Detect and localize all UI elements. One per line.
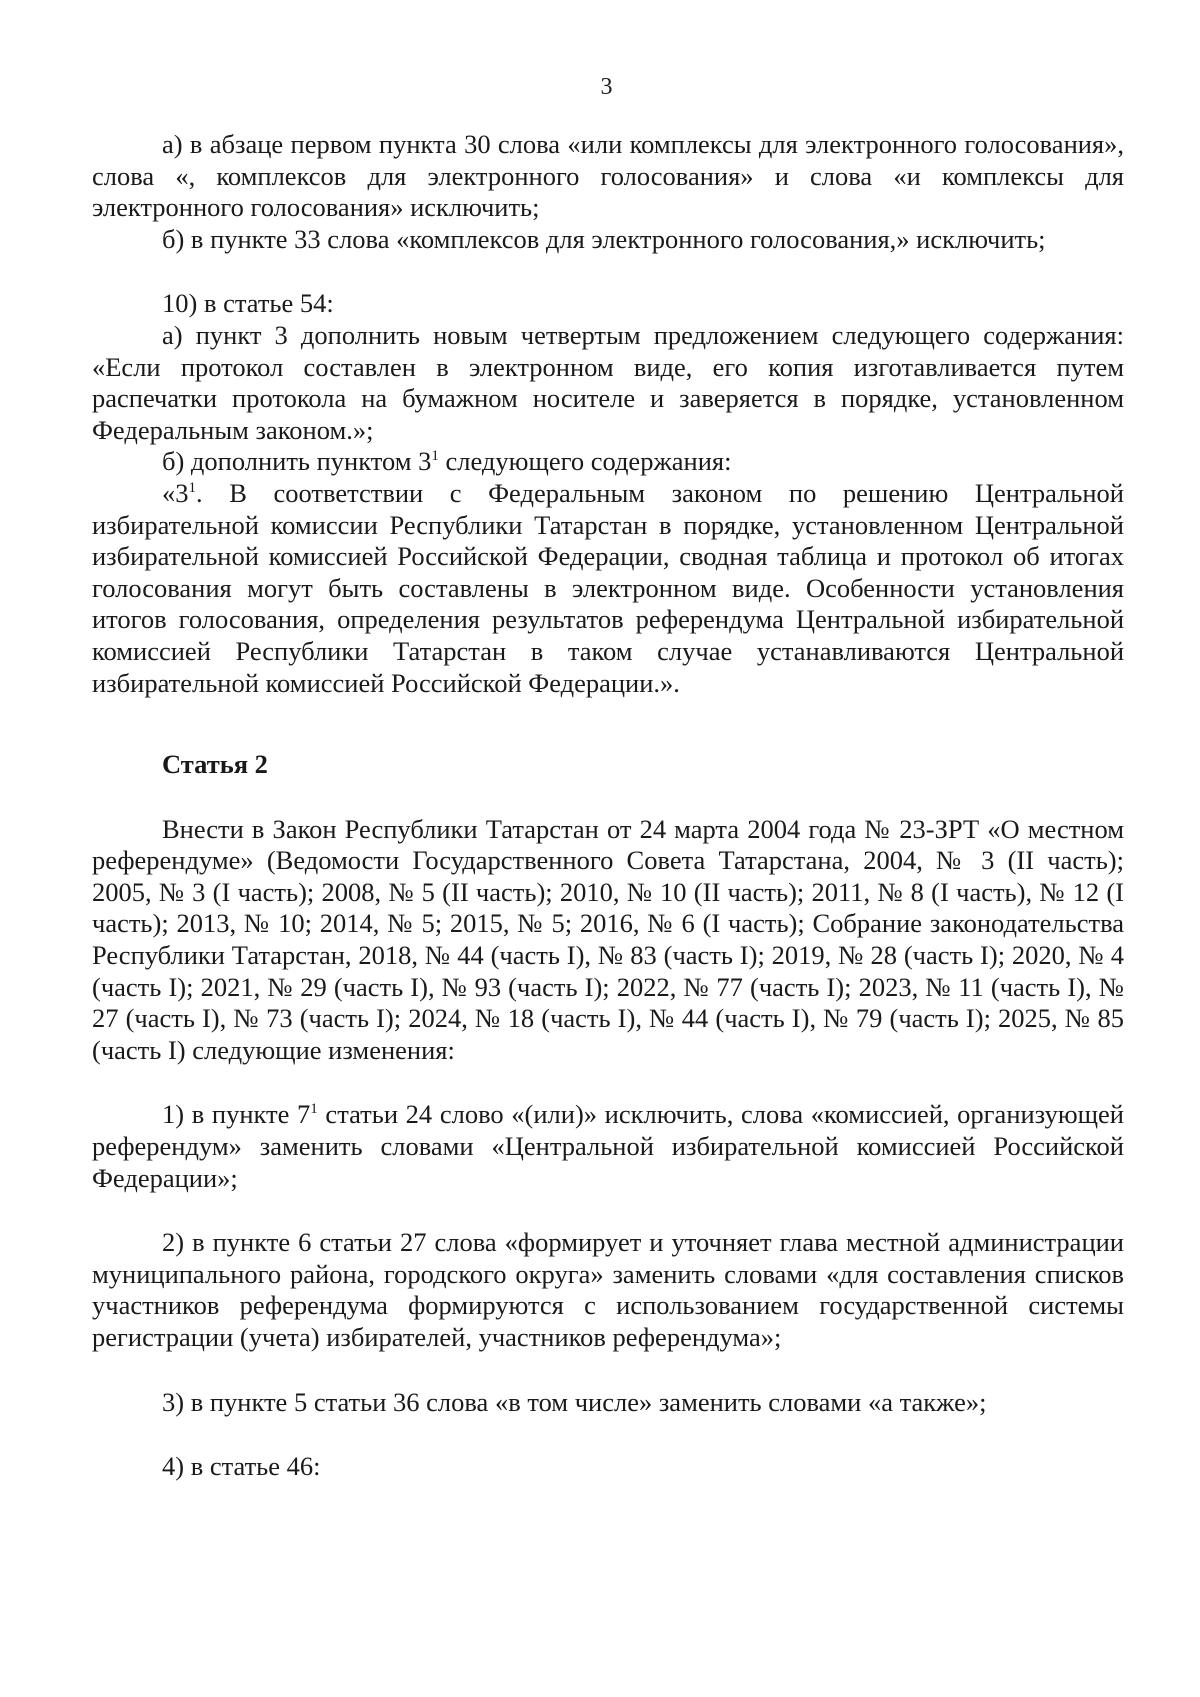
paragraph-item-a-30: а) в абзаце первом пункта 30 слова «или комплексы для электронного голосования», слова «, комплексов для электронного голосования» и слова «и комплексы для электронного голосования» исключить; — [92, 129, 1124, 223]
superscript: 1 — [431, 448, 439, 465]
superscript: 1 — [310, 1101, 318, 1118]
page-number: 3 — [600, 74, 613, 100]
paragraph-item-a-54-3: а) пункт 3 дополнить новым четвертым предложением следующего содержания: «Если протокол составлен в электронном виде, его копия изготавливается путем распечатки протокола на бумажном носителе и заверяется в порядке, установленном Федеральным законом.»; — [92, 319, 1124, 445]
text-segment: следующего содержания: — [438, 446, 732, 477]
paragraph-item-10: 10) в статье 54: — [162, 288, 334, 319]
paragraph-article-2-intro: Внести в Закон Республики Татарстан от 24 марта 2004 года № 23-ЗРТ «О местном референдуме» (Ведомости Государственного Совета Татарстана, 2004, № 3 (II часть); 2005, № 3 (I часть); 2008, № 5 (II часть); 2010, № 10 (II часть); 2011, № 8 (I часть), № 12 (I часть); 2013, № 10; 2014, № 5; 2015, № 5; 2016, № 6 (I часть); Собрание законодательства Республики Татарстан, 2018, № 44 (часть I), № 83 (часть I); 2019, № 28 (часть I); 2020, № 4 (часть I); 2021, № 29 (часть I), № 93 (часть I); 2022, № 77 (часть I); 2023, № 11 (часть I), № 27 (часть I), № 73 (часть I); 2024, № 18 (часть I), № 44 (часть I), № 79 (часть I); 2025, № 85 (часть I) следующие изменения: — [92, 813, 1124, 1065]
paragraph-item-4: 4) в статье 46: — [162, 1451, 321, 1482]
text-segment: 1) в пункте 7 — [162, 1099, 311, 1130]
text-segment: б) дополнить пунктом 3 — [162, 446, 432, 477]
paragraph-item-b-54 — [92, 446, 1124, 478]
text-segment: «3 — [162, 477, 189, 508]
paragraph-item-3: 3) в пункте 5 статьи 36 слова «в том числе» заменить словами «а также»; — [162, 1386, 987, 1417]
paragraph-item-b-33: б) в пункте 33 слова «комплексов для электронного голосования,» исключить; — [162, 223, 1046, 254]
article-heading: Статья 2 — [162, 749, 268, 780]
document-body — [92, 129, 1124, 1483]
text-segment: . В соответствии с Федеральным законом по решению Центральной избирательной комиссии Республики Татарстан в порядке, установленном Центральной избирательной комиссией Российской Федерации, сводная таблица и протокол об итогах голосования могут быть составлены в электронном виде. Особенности установления итогов голосования, определения результатов референдума Центральной избирательной комиссией Республики Татарстан в таком случае устанавливаются Центральной избирательной комиссией Российской Федерации.». — [92, 477, 1124, 698]
superscript: 1 — [188, 480, 196, 497]
paragraph-new-clause-3-1 — [92, 478, 1124, 699]
text-segment: статьи 24 слово «(или)» исключить, слова «комиссией, организующей референдум» заменить словами «Центральной избирательной комиссией Российской Федерации»; — [92, 1099, 1124, 1193]
paragraph-item-1 — [92, 1099, 1124, 1194]
paragraph-item-2: 2) в пункте 6 статьи 27 слова «формирует и уточняет глава местной администрации муниципального района, городского округа» заменить словами «для составления списков участников референдума формируются с использованием государственной системы регистрации (учета) избирателей, участников референдума»; — [92, 1227, 1124, 1352]
